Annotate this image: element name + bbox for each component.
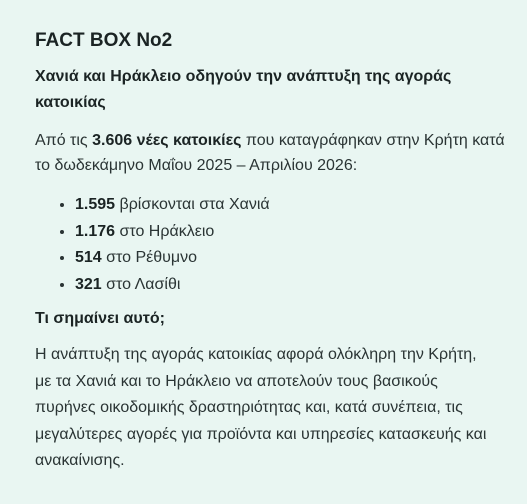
item-value: 514	[75, 249, 102, 266]
intro-highlight: 3.606 νέες κατοικίες	[92, 132, 242, 149]
question-heading: Τι σημαίνει αυτό;	[35, 310, 165, 327]
stats-list	[35, 192, 507, 298]
intro-paragraph	[35, 128, 507, 178]
list-item	[75, 272, 507, 299]
item-text: στο Ρέθυμνο	[101, 249, 198, 266]
item-value: 321	[75, 275, 102, 293]
list-item	[75, 192, 507, 219]
item-value: 1.176	[75, 222, 116, 240]
item-text: στο Ηράκλειο	[115, 222, 215, 240]
list-item	[75, 245, 507, 272]
item-value: 1.595	[75, 196, 116, 213]
fact-box-subtitle: Χανιά και Ηράκλειο οδηγούν την ανάπτυξη της αγοράς κατοικίας	[35, 68, 452, 111]
intro-prefix: Από τις	[35, 132, 93, 149]
fact-box-title: FACT BOX No2	[35, 30, 173, 51]
item-text: βρίσκονται στα Χανιά	[115, 196, 270, 213]
answer-paragraph: Η ανάπτυξη της αγοράς κατοικίας αφορά ολόκληρη την Κρήτη, με τα Χανιά και το Ηράκλειο να αποτελούν τους βασικούς πυρήνες οικοδομικής δραστηριότητας και, κατά συνέπεια, τις μεγαλύτερες αγορές για προϊόντα και υπηρεσίες κατασκευής και ανακαίνισης.	[35, 346, 487, 469]
list-item	[75, 219, 507, 246]
intro-suffix: που καταγράφηκαν στην Κρήτη κατά το δωδεκάμηνο Μαΐου 2025 – Απριλίου 2026:	[35, 132, 505, 174]
item-text: στο Λασίθι	[101, 275, 181, 293]
